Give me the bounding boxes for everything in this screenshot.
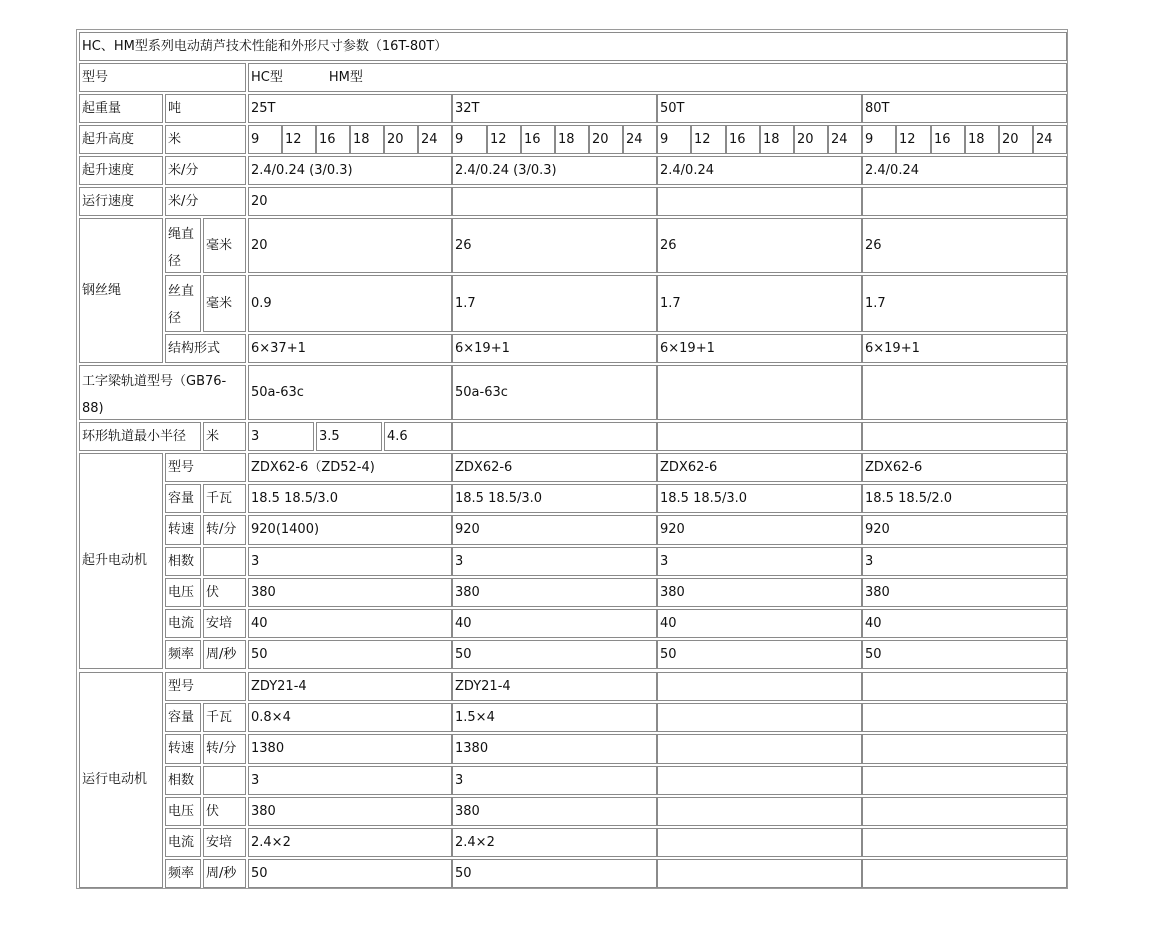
travel-motor-value	[657, 797, 862, 826]
height-value: 20	[384, 125, 418, 154]
radius-value: 3	[248, 422, 314, 451]
travel-motor-value: 50	[248, 859, 452, 888]
lift-motor-value: ZDX62-6（ZD52-4)	[248, 453, 452, 482]
capacity-value: 80T	[862, 94, 1067, 123]
lift-motor-row-unit	[203, 547, 246, 576]
structure-value: 6×37+1	[248, 334, 452, 363]
radius-empty	[452, 422, 657, 451]
lift-motor-value: 3	[862, 547, 1067, 576]
travel-motor-row-unit: 周/秒	[203, 859, 246, 888]
height-value: 18	[760, 125, 794, 154]
travel-motor-row-label: 容量	[165, 703, 201, 732]
travel-motor-value: 2.4×2	[248, 828, 452, 857]
lift-motor-value: 50	[452, 640, 657, 669]
rope-dia-value: 20	[248, 218, 452, 273]
rope-dia-value: 26	[452, 218, 657, 273]
lift-motor-row-unit: 安培	[203, 609, 246, 638]
model-hc: HC型	[251, 69, 283, 85]
lift-motor-value: ZDX62-6	[452, 453, 657, 482]
lift-motor-row-label: 相数	[165, 547, 201, 576]
travel-motor-row-unit: 安培	[203, 828, 246, 857]
lift-motor-row-label: 电压	[165, 578, 201, 607]
row-label-radius: 环形轨道最小半径	[79, 422, 201, 451]
row-label-model: 型号	[79, 63, 246, 92]
travel-motor-row-unit	[203, 766, 246, 795]
rope-dia-value: 26	[657, 218, 862, 273]
lift-motor-value: 40	[248, 609, 452, 638]
lift-motor-row-label: 频率	[165, 640, 201, 669]
height-value: 16	[726, 125, 760, 154]
height-value: 9	[452, 125, 487, 154]
travel-motor-value	[657, 672, 862, 701]
lift-motor-value: ZDX62-6	[862, 453, 1067, 482]
row-unit-capacity: 吨	[165, 94, 246, 123]
travel-motor-value: 3	[248, 766, 452, 795]
height-value: 9	[248, 125, 282, 154]
lift-speed-value: 2.4/0.24 (3/0.3)	[452, 156, 657, 185]
lift-speed-value: 2.4/0.24 (3/0.3)	[248, 156, 452, 185]
travel-motor-row-label: 频率	[165, 859, 201, 888]
travel-motor-value: 380	[452, 797, 657, 826]
rope-dia-label: 绳直径	[165, 218, 201, 273]
travel-motor-value: 1380	[248, 734, 452, 764]
row-label-travel-speed: 运行速度	[79, 187, 163, 216]
height-value: 20	[589, 125, 623, 154]
height-value: 12	[487, 125, 521, 154]
lift-motor-value: 3	[657, 547, 862, 576]
lift-motor-row-unit: 伏	[203, 578, 246, 607]
lift-motor-value: 380	[862, 578, 1067, 607]
height-value: 18	[965, 125, 999, 154]
travel-speed-value	[452, 187, 657, 216]
travel-motor-row-unit: 转/分	[203, 734, 246, 764]
lift-motor-value: 920	[657, 515, 862, 545]
group-label-rope: 钢丝绳	[79, 218, 163, 363]
travel-motor-value	[862, 766, 1067, 795]
travel-motor-row-label: 相数	[165, 766, 201, 795]
travel-motor-value: 2.4×2	[452, 828, 657, 857]
wire-dia-unit: 毫米	[203, 275, 246, 332]
lift-motor-value: 18.5 18.5/3.0	[452, 484, 657, 513]
beam-value: 50a-63c	[452, 365, 657, 420]
lift-motor-value: 920	[862, 515, 1067, 545]
height-value: 16	[521, 125, 555, 154]
travel-motor-value: 1380	[452, 734, 657, 764]
lift-motor-value: 18.5 18.5/3.0	[248, 484, 452, 513]
travel-speed-value	[862, 187, 1067, 216]
row-label-lift-speed: 起升速度	[79, 156, 163, 185]
travel-motor-row-unit: 千瓦	[203, 703, 246, 732]
travel-motor-value: 380	[248, 797, 452, 826]
wire-dia-value: 1.7	[452, 275, 657, 332]
travel-motor-value	[657, 859, 862, 888]
row-label-capacity: 起重量	[79, 94, 163, 123]
row-label-beam: 工字梁轨道型号（GB76-88)	[79, 365, 246, 420]
travel-motor-value: 50	[452, 859, 657, 888]
travel-motor-value: 0.8×4	[248, 703, 452, 732]
row-unit-height: 米	[165, 125, 246, 154]
row-label-height: 起升高度	[79, 125, 163, 154]
height-value: 20	[999, 125, 1033, 154]
travel-motor-value: ZDY21-4	[452, 672, 657, 701]
lift-motor-row-label: 转速	[165, 515, 201, 545]
travel-motor-value: ZDY21-4	[248, 672, 452, 701]
height-value: 9	[657, 125, 691, 154]
travel-motor-value	[657, 703, 862, 732]
height-value: 16	[316, 125, 350, 154]
structure-label: 结构形式	[165, 334, 246, 363]
wire-dia-value: 1.7	[657, 275, 862, 332]
radius-empty	[657, 422, 862, 451]
travel-motor-row-label: 电流	[165, 828, 201, 857]
lift-motor-row-label: 容量	[165, 484, 201, 513]
height-value: 24	[418, 125, 452, 154]
lift-motor-row-unit: 转/分	[203, 515, 246, 545]
lift-motor-value: 50	[657, 640, 862, 669]
capacity-value: 25T	[248, 94, 452, 123]
rope-dia-unit: 毫米	[203, 218, 246, 273]
height-value: 12	[282, 125, 316, 154]
height-value: 20	[794, 125, 828, 154]
height-value: 12	[691, 125, 726, 154]
lift-motor-value: 380	[657, 578, 862, 607]
travel-motor-value: 1.5×4	[452, 703, 657, 732]
height-value: 24	[623, 125, 657, 154]
wire-dia-label: 丝直径	[165, 275, 201, 332]
structure-value: 6×19+1	[657, 334, 862, 363]
height-value: 24	[1033, 125, 1067, 154]
lift-motor-value: 380	[248, 578, 452, 607]
lift-motor-row-label: 型号	[165, 453, 246, 482]
travel-motor-value	[862, 859, 1067, 888]
radius-value: 4.6	[384, 422, 452, 451]
radius-empty	[862, 422, 1067, 451]
travel-motor-value	[657, 766, 862, 795]
travel-motor-value	[657, 828, 862, 857]
height-value: 16	[931, 125, 965, 154]
beam-value	[862, 365, 1067, 420]
lift-motor-value: 380	[452, 578, 657, 607]
lift-motor-value: 40	[862, 609, 1067, 638]
travel-motor-row-unit: 伏	[203, 797, 246, 826]
height-value: 18	[555, 125, 589, 154]
travel-motor-row-label: 转速	[165, 734, 201, 764]
lift-motor-value: 50	[248, 640, 452, 669]
lift-motor-value: 3	[248, 547, 452, 576]
model-hm: HM型	[328, 69, 363, 85]
travel-speed-value	[657, 187, 862, 216]
travel-motor-value	[862, 672, 1067, 701]
capacity-value: 50T	[657, 94, 862, 123]
lift-motor-value: 18.5 18.5/3.0	[657, 484, 862, 513]
height-value: 18	[350, 125, 384, 154]
lift-motor-value: 3	[452, 547, 657, 576]
spec-table	[76, 29, 1068, 889]
height-value: 12	[896, 125, 931, 154]
lift-motor-value: 920(1400)	[248, 515, 452, 545]
row-unit-radius: 米	[203, 422, 246, 451]
capacity-value: 32T	[452, 94, 657, 123]
model-types-cell	[248, 63, 1067, 92]
height-value: 24	[828, 125, 862, 154]
lift-motor-value: 920	[452, 515, 657, 545]
lift-motor-value: 40	[657, 609, 862, 638]
group-label-travel-motor: 运行电动机	[79, 672, 163, 888]
table-title: HC、HM型系列电动葫芦技术性能和外形尺寸参数（16T-80T）	[79, 32, 1067, 61]
wire-dia-value: 0.9	[248, 275, 452, 332]
lift-motor-value: 18.5 18.5/2.0	[862, 484, 1067, 513]
lift-speed-value: 2.4/0.24	[657, 156, 862, 185]
travel-motor-value	[862, 828, 1067, 857]
travel-speed-value: 20	[248, 187, 452, 216]
lift-motor-value: 50	[862, 640, 1067, 669]
travel-motor-value: 3	[452, 766, 657, 795]
travel-motor-value	[862, 797, 1067, 826]
rope-dia-value: 26	[862, 218, 1067, 273]
wire-dia-value: 1.7	[862, 275, 1067, 332]
beam-value: 50a-63c	[248, 365, 452, 420]
structure-value: 6×19+1	[452, 334, 657, 363]
row-unit-travel-speed: 米/分	[165, 187, 246, 216]
radius-value: 3.5	[316, 422, 382, 451]
structure-value: 6×19+1	[862, 334, 1067, 363]
lift-speed-value: 2.4/0.24	[862, 156, 1067, 185]
height-value: 9	[862, 125, 896, 154]
lift-motor-row-unit: 千瓦	[203, 484, 246, 513]
travel-motor-value	[862, 703, 1067, 732]
lift-motor-row-unit: 周/秒	[203, 640, 246, 669]
beam-value	[657, 365, 862, 420]
travel-motor-row-label: 型号	[165, 672, 246, 701]
travel-motor-row-label: 电压	[165, 797, 201, 826]
travel-motor-value	[657, 734, 862, 764]
lift-motor-value: 40	[452, 609, 657, 638]
lift-motor-row-label: 电流	[165, 609, 201, 638]
row-unit-lift-speed: 米/分	[165, 156, 246, 185]
lift-motor-value: ZDX62-6	[657, 453, 862, 482]
travel-motor-value	[862, 734, 1067, 764]
group-label-lift-motor: 起升电动机	[79, 453, 163, 669]
